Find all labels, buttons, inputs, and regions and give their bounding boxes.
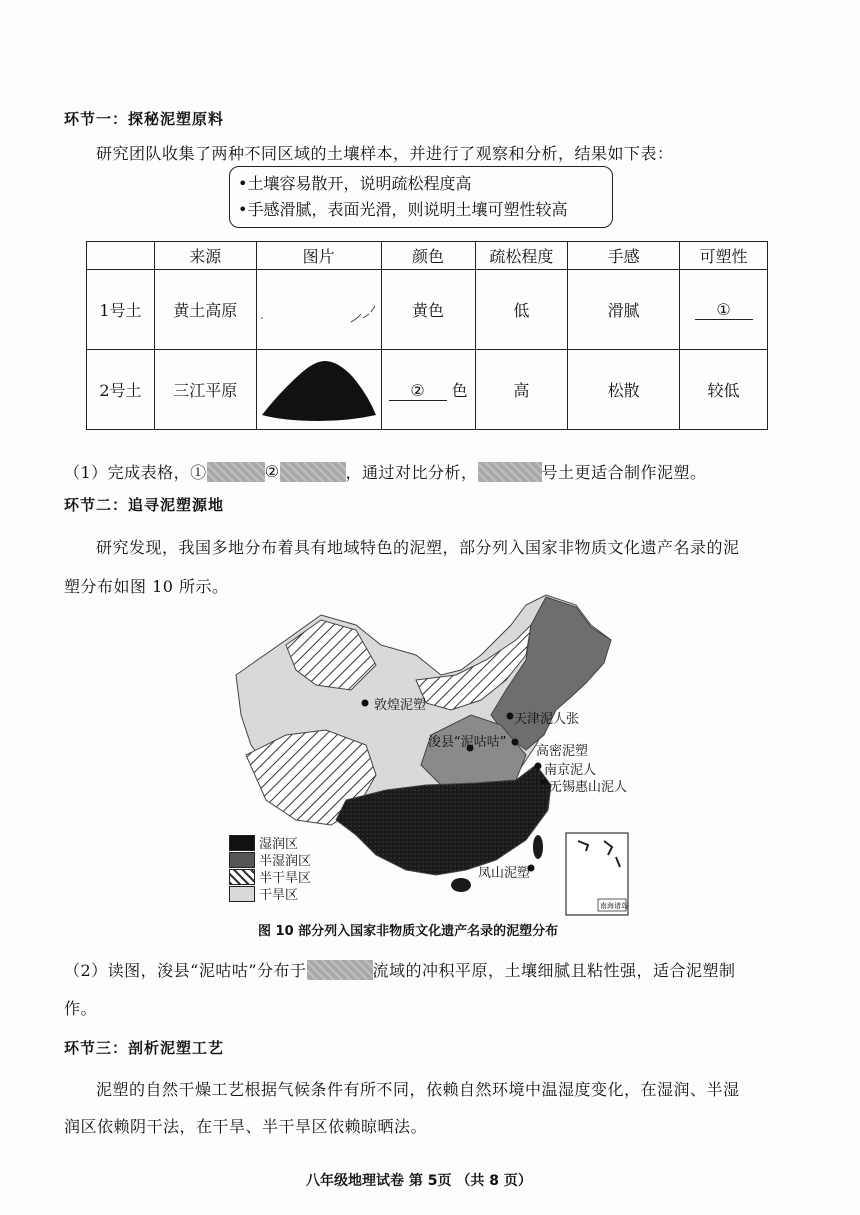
q1-mid: ② <box>264 462 280 481</box>
section2-title: 环节二：追寻泥塑源地 <box>64 496 225 514</box>
label-gaomi: 高密泥塑 <box>536 744 589 759</box>
question-1 <box>64 460 707 483</box>
note-looseness: •土壤容易散开，说明疏松程度高 <box>238 174 472 193</box>
label-fengshan: 凤山泥塑 <box>478 866 531 881</box>
header-source: 来源 <box>154 242 256 270</box>
label-junxian: 浚县“泥咕咕” <box>428 735 507 750</box>
row2-name: 2号土 <box>87 350 155 430</box>
gaomi-dot <box>512 739 519 746</box>
section2-para-line2: 塑分布如图 10 所示。 <box>64 577 229 596</box>
note-plasticity: •手感滑腻，表面光滑，则说明土壤可塑性较高 <box>238 200 568 219</box>
blank-2: ② <box>389 381 447 401</box>
q1-answer-3-redacted <box>478 462 542 482</box>
section3-title: 环节三：剖析泥塑工艺 <box>64 1039 225 1057</box>
legend-arid <box>229 885 311 902</box>
header-plasticity: 可塑性 <box>680 242 768 270</box>
legend-humid-swatch <box>229 835 255 851</box>
row1-feel: 滑腻 <box>568 270 680 350</box>
section1-title: 环节一：探秘泥塑原料 <box>64 110 225 128</box>
legend-semi-humid-label: 半湿润区 <box>259 854 312 869</box>
inset-label: 南海诸岛 <box>600 902 628 910</box>
legend-semi-humid-swatch <box>229 852 255 868</box>
soil-sample-2-image <box>259 353 379 423</box>
header-looseness: 疏松程度 <box>475 242 568 270</box>
header-picture: 图片 <box>256 242 381 270</box>
row2-looseness: 高 <box>475 350 568 430</box>
q1-answer-2-redacted <box>280 462 346 482</box>
legend-arid-label: 干旱区 <box>259 888 299 903</box>
section2-para-line1: 研究发现，我国多地分布着具有地域特色的泥塑，部分列入国家非物质文化遗产名录的泥 <box>96 538 740 557</box>
tianjin-dot <box>507 713 514 720</box>
header-color: 颜色 <box>381 242 475 270</box>
row1-picture <box>256 270 381 350</box>
row2-color <box>381 350 475 430</box>
section3-para-line1: 泥塑的自然干燥工艺根据气候条件有所不同，依赖自然环境中温湿度变化，在湿润、半湿 <box>96 1080 740 1099</box>
nanjing-dot <box>535 763 542 770</box>
question-2 <box>64 958 736 981</box>
row1-looseness: 低 <box>475 270 568 350</box>
soil-table <box>86 241 768 430</box>
q1-prefix: （1）完成表格，① <box>64 463 207 482</box>
table-header-row <box>87 242 768 270</box>
label-nanjing: 南京泥人 <box>544 763 597 778</box>
map-legend <box>229 834 311 902</box>
label-tianjin: 天津泥人张 <box>514 712 580 727</box>
q2-prefix: （2）读图，浚县“泥咕咕”分布于 <box>64 961 307 980</box>
blank-1: ① <box>695 300 753 320</box>
q1-answer-1-redacted <box>207 462 265 482</box>
legend-humid <box>229 834 311 851</box>
q2-answer-redacted <box>307 960 373 980</box>
page-footer: 八年级地理试卷 第 5页 （共 8 页） <box>306 1173 532 1189</box>
row2-feel: 松散 <box>568 350 680 430</box>
label-wuxi: 无锡惠山泥人 <box>549 780 628 795</box>
table-row <box>87 270 768 350</box>
section1-intro: 研究团队收集了两种不同区域的土壤样本，并进行了观察和分析，结果如下表： <box>96 144 674 163</box>
header-feel: 手感 <box>568 242 680 270</box>
legend-humid-label: 湿润区 <box>259 837 299 852</box>
q1-suffix: 号土更适合制作泥塑。 <box>541 463 707 482</box>
q1-text2: ，通过对比分析， <box>345 463 478 482</box>
legend-semi-arid-label: 半干旱区 <box>259 871 312 886</box>
figure-caption: 图 10 部分列入国家非物质文化遗产名录的泥塑分布 <box>258 924 559 939</box>
q2-suffix: 流域的冲积平原，土壤细腻且粘性强，适合泥塑制 <box>372 961 736 980</box>
table-row <box>87 350 768 430</box>
soil-sample-1-image <box>259 278 379 338</box>
row2-source: 三江平原 <box>154 350 256 430</box>
header-blank <box>87 242 155 270</box>
row2-picture <box>256 350 381 430</box>
row1-color: 黄色 <box>381 270 475 350</box>
legend-semi-arid-swatch <box>229 869 255 885</box>
label-dunhuang: 敦煌泥塑 <box>374 698 427 713</box>
dunhuang-dot <box>362 700 369 707</box>
soil-notes-callout <box>229 166 613 228</box>
question-2-line2: 作。 <box>64 999 98 1018</box>
legend-semi-humid <box>229 851 311 868</box>
row1-name: 1号土 <box>87 270 155 350</box>
row2-color-suffix: 色 <box>451 381 468 400</box>
row2-plasticity: 较低 <box>680 350 768 430</box>
section3-para-line2: 润区依赖阴干法，在干旱、半干旱区依赖晾晒法。 <box>64 1117 428 1136</box>
wuxi-dot <box>541 779 548 786</box>
row1-plasticity <box>680 270 768 350</box>
legend-arid-swatch <box>229 886 255 902</box>
legend-semi-arid <box>229 868 311 885</box>
row1-source: 黄土高原 <box>154 270 256 350</box>
